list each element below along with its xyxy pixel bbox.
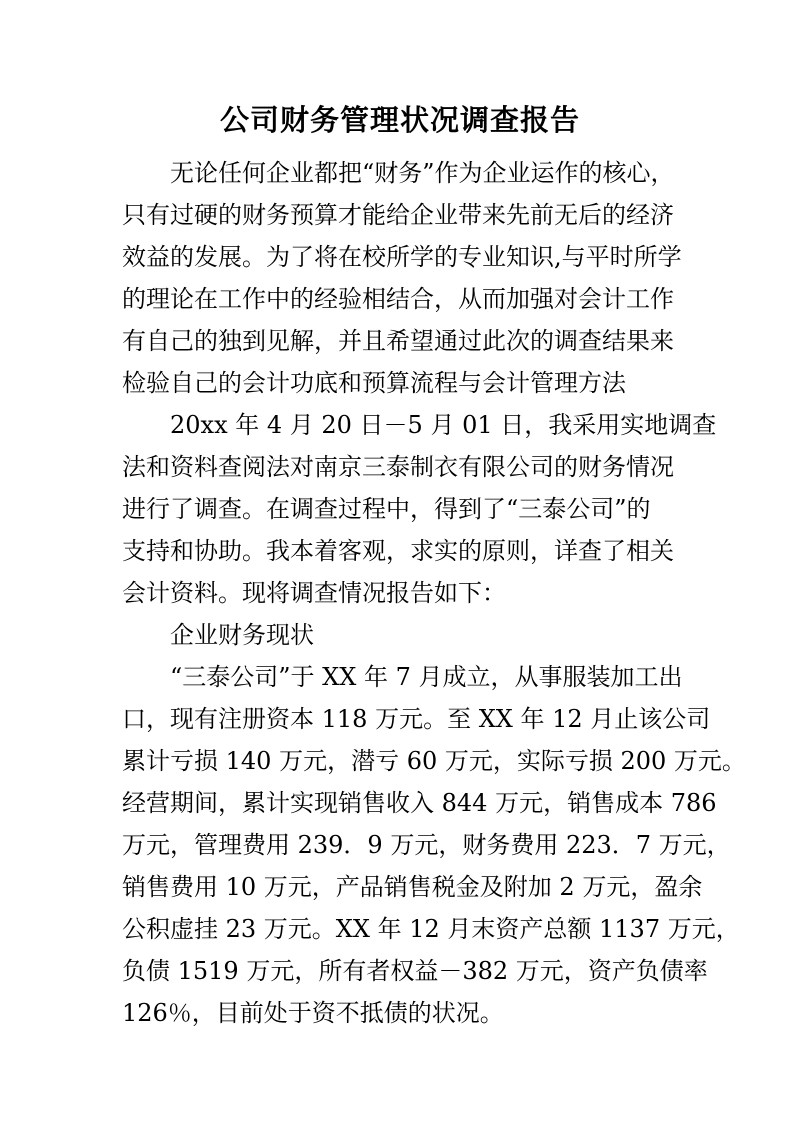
paragraph-line: 效益的发展。为了将在校所学的专业知识,与平时所学 [122,243,682,271]
document-title: 公司财务管理状况调查报告 [219,103,580,137]
paragraph-line: 负债 1519 万元，所有者权益－382 万元，资产负债率 [122,957,708,985]
paragraph-line: 进行了调查。在调查过程中，得到了“三泰公司”的 [122,495,651,523]
paragraph-line: 会计资料。现将调查情况报告如下： [122,579,506,607]
paragraph-financial-status [122,656,746,1034]
paragraph-line: 累计亏损 140 万元，潜亏 60 万元，实际亏损 200 万元。 [122,747,746,775]
paragraph-line: 支持和协助。我本着客观，求实的原则，详查了相关 [122,537,674,565]
section-heading-text: 企业财务现状 [170,621,314,649]
paragraph-line: 万元，管理费用 239．9 万元，财务费用 223．7 万元， [122,831,731,859]
paragraph-method [122,404,717,614]
paragraph-line: 公积虚挂 23 万元。XX 年 12 月末资产总额 1137 万元， [122,915,740,943]
paragraph-line: 口，现有注册资本 118 万元。至 XX 年 12 月止该公司 [122,705,711,733]
paragraph-line: 有自己的独到见解，并且希望通过此次的调查结果来 [122,327,674,355]
paragraph-line: 无论任何企业都把“财务”作为企业运作的核心， [170,159,675,187]
paragraph-line: 的理论在工作中的经验相结合，从而加强对会计工作 [122,285,674,313]
paragraph-line: 20xx 年 4 月 20 日－5 月 01 日，我采用实地调查 [170,411,717,439]
paragraph-line: 经营期间，累计实现销售收入 844 万元，销售成本 786 [122,789,717,817]
paragraph-line: 检验自己的会计功底和预算流程与会计管理方法 [122,369,626,397]
paragraph-line: 销售费用 10 万元，产品销售税金及附加 2 万元，盈余 [122,873,703,901]
paragraph-line: 只有过硬的财务预算才能给企业带来先前无后的经济 [122,201,674,229]
paragraph-line: 126％，目前处于资不抵债的状况。 [122,999,504,1027]
paragraph-line: “三泰公司”于 XX 年 7 月成立，从事服装加工出 [170,663,683,691]
section-heading [122,614,692,656]
paragraph-intro [122,152,692,404]
document-body [122,152,746,1034]
paragraph-line: 法和资料查阅法对南京三泰制衣有限公司的财务情况 [122,453,674,481]
